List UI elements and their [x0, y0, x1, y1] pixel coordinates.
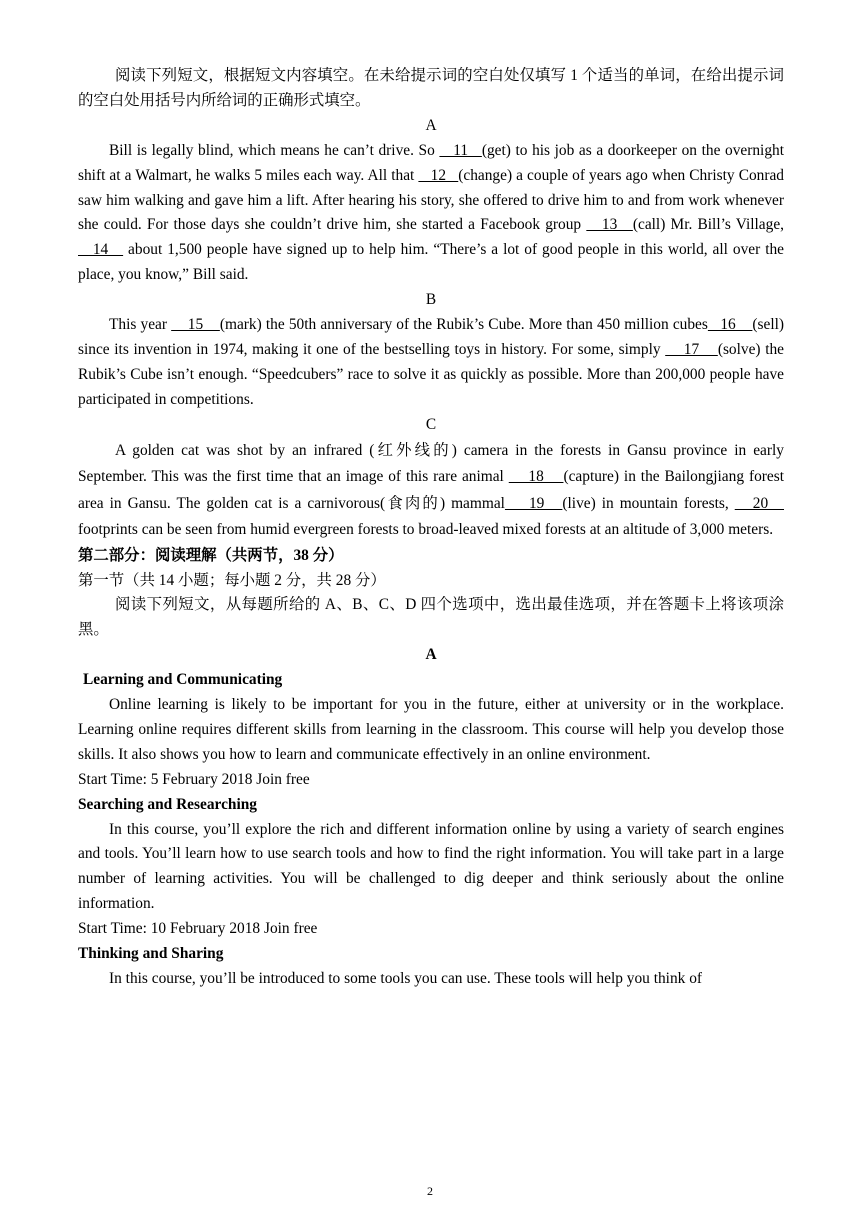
blank-15: 15 — [171, 316, 220, 334]
blank-12: 12 — [418, 166, 459, 184]
blank-19: 19 — [504, 494, 563, 512]
course-title-thinking: Thinking and Sharing — [78, 945, 224, 963]
reading-a-label: A — [425, 646, 437, 664]
reading-instructions: 阅读下列短文，从每题所给的 A、B、C、D 四个选项中，选出最佳选项，并在答题卡上将该项涂黑。 — [78, 596, 784, 639]
course-start-learning: Start Time: 5 February 2018 Join free — [78, 770, 310, 788]
passage-a-text: Bill is legally blind, which means he can’t drive. So 11 (get) to his job as a doorkeeper on the overnight shift at a Walmart, he walks 5 miles each way. All that 12 (change) a couple of years ago when Christy Conrad saw him walking and gave him a lift. After hearing his story, she offered to drive him to and from work whenever she could. For those days she couldn’t drive him, she started a Facebook group 13 (call) Mr. Bill’s Village, 14 about 1,500 people have signed up to help him. “There’s a lot of good people in this world, all over the place, you know,” Bill said. — [78, 141, 785, 284]
blank-20: 20 — [734, 494, 784, 512]
passage-a-label: A — [425, 116, 437, 134]
blank-18: 18 — [508, 468, 564, 486]
blank-17: 17 — [665, 340, 718, 358]
course-start-searching: Start Time: 10 February 2018 Join free — [78, 920, 318, 938]
course-body-searching: In this course, you’ll explore the rich and different information online by using a variety of search engines and tools. You’ll learn how to use search tools and how to find the right information. You will take part in a large number of learning activities. You will be challenged to dig deeper and think seriously about the online information. — [78, 820, 784, 913]
blank-11: 11 — [439, 141, 482, 159]
course-title-learning: Learning and Communicating — [83, 671, 283, 689]
fill-blank-instructions: 阅读下列短文，根据短文内容填空。在未给提示词的空白处仅填写 1 个适当的单词，在给出提示词的空白处用括号内所给词的正确形式填空。 — [78, 67, 784, 109]
section-one-heading: 第一节（共 14 小题；每小题 2 分，共 28 分） — [78, 571, 386, 589]
blank-16: 16 — [707, 316, 753, 334]
passage-b-label: B — [425, 291, 437, 309]
blank-14: 14 — [78, 241, 124, 259]
course-title-searching: Searching and Researching — [78, 795, 258, 813]
blank-13: 13 — [586, 216, 633, 234]
passage-c-label: C — [425, 415, 437, 433]
page-number: 2 — [427, 1184, 433, 1198]
document-page — [78, 64, 784, 992]
course-body-thinking: In this course, you’ll be introduced to some tools you can use. These tools will help you think of — [109, 970, 703, 987]
passage-b-text: This year 15 (mark) the 50th anniversary of the Rubik’s Cube. More than 450 million cubes 16 (sell) since its invention in 1974, making it one of the bestselling toys in history. For some, simply 17 (solve) the Rubik’s Cube isn’t enough. “Speedcubers” race to solve it as quickly as possible. More than 200,000 people have participated in competitions. — [78, 316, 785, 408]
part-two-heading: 第二部分：阅读理解（共两节，38 分） — [78, 546, 344, 564]
course-body-learning: Online learning is likely to be important for you in the future, either at university or in the workplace. Learning online requires different skills from learning in the classroom. This course will help you develop those skills. It also shows you how to learn and communicate effectively in an online environment. — [78, 696, 784, 763]
passage-c-text: A golden cat was shot by an infrared (红外线的) camera in the forests in Gansu province in early September. This was the first time that an image of this rare animal 18 (capture) in the Bailongjiang forest area in Gansu. The golden cat is a carnivorous(食肉的) mammal 19 (live) in mountain forests, 20 footprints can be seen from humid evergreen forests to broad-leaved mixed forests at an altitude of 3,000 meters. — [78, 441, 784, 539]
